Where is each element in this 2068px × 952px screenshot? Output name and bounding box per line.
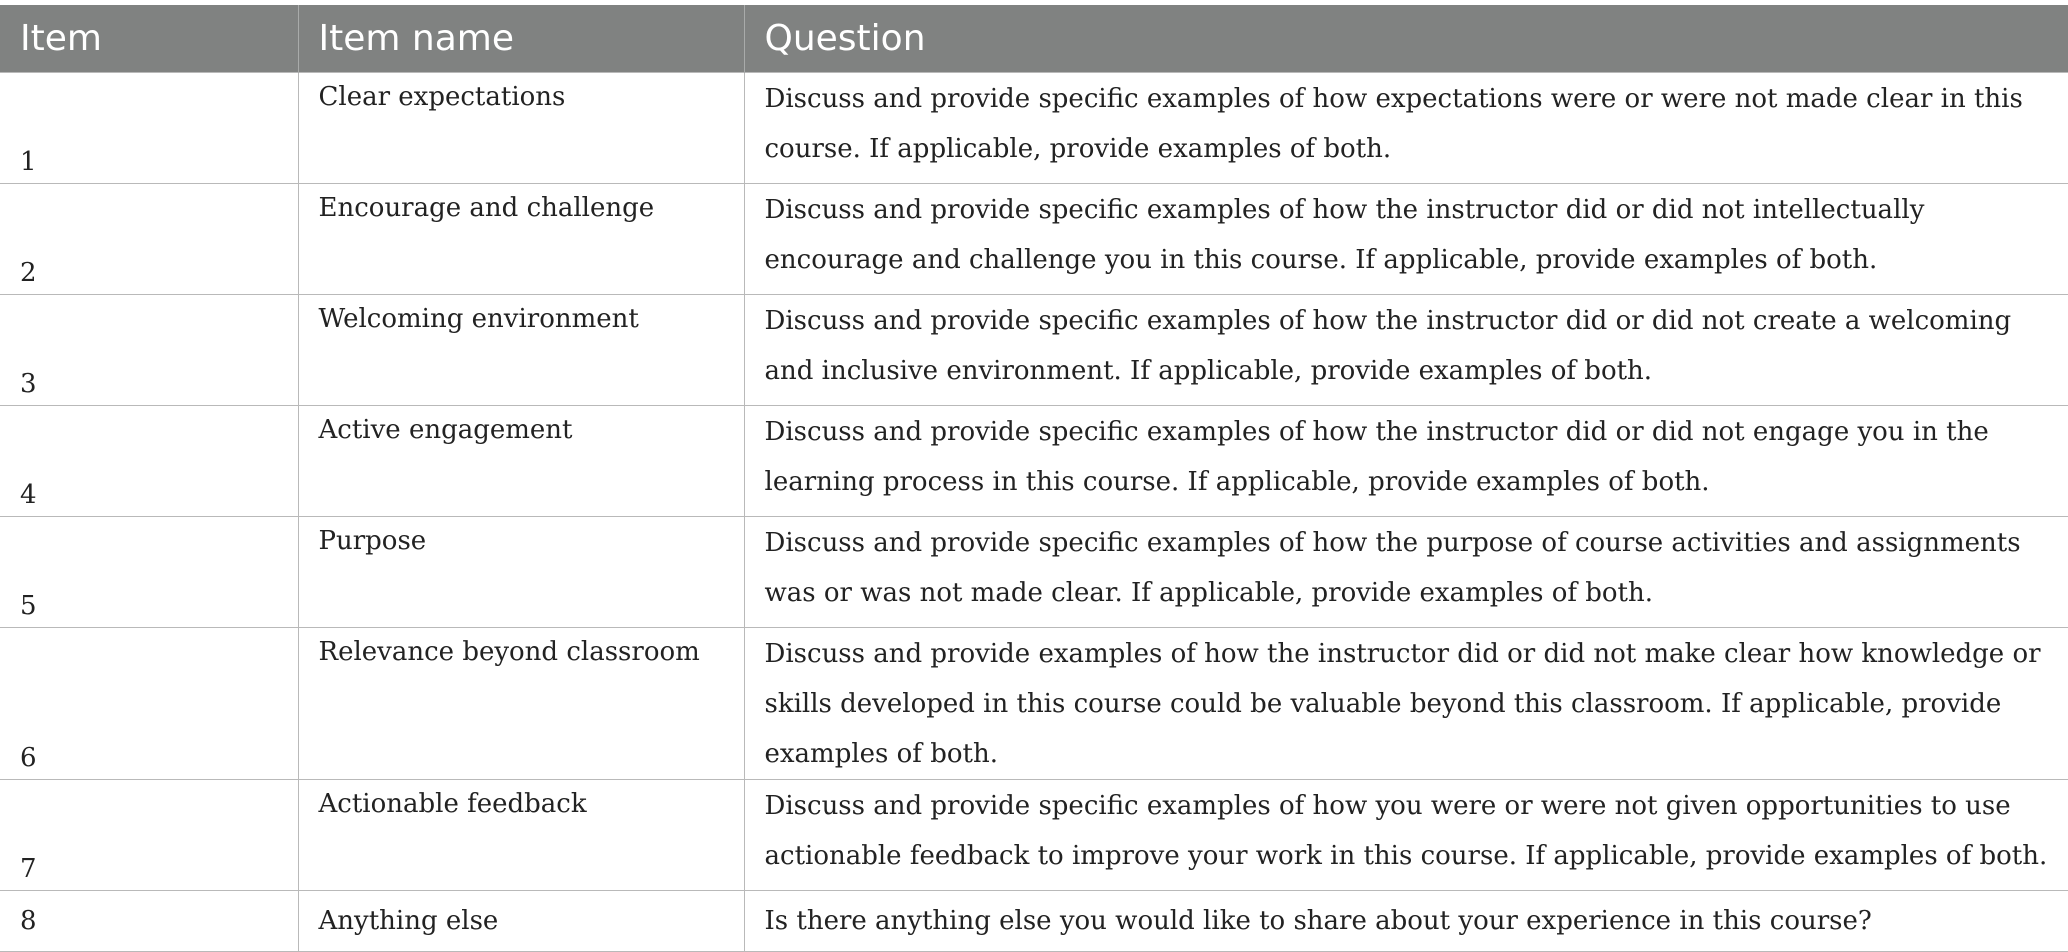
table-row: [0, 627, 2068, 779]
item-number: 1: [0, 72, 298, 183]
item-question: Discuss and provide specific examples of how the instructor did or did not engage you in the learning process in this course. If applicable, provide examples of both.: [744, 405, 2068, 516]
item-number: 4: [0, 405, 298, 516]
item-name: Anything else: [298, 890, 744, 951]
item-number: 5: [0, 516, 298, 627]
table-row: [0, 294, 2068, 405]
item-question: Is there anything else you would like to share about your experience in this course?: [744, 890, 2068, 951]
table-row: [0, 183, 2068, 294]
item-question: Discuss and provide specific examples of how you were or were not given opportunities to use actionable feedback to improve your work in this course. If applicable, provide examples of both.: [744, 779, 2068, 890]
column-header-item-name: Item name: [298, 5, 744, 72]
table-header: [0, 5, 2068, 72]
item-question: Discuss and provide examples of how the instructor did or did not make clear how knowledge or skills developed in this course could be valuable beyond this classroom. If applicable, provide examples of both.: [744, 627, 2068, 779]
table-body: [0, 72, 2068, 951]
item-number: 8: [0, 890, 298, 951]
item-number: 2: [0, 183, 298, 294]
item-question: Discuss and provide specific examples of how expectations were or were not made clear in this course. If applicable, provide examples of both.: [744, 72, 2068, 183]
item-question: Discuss and provide specific examples of how the instructor did or did not create a welcoming and inclusive environment. If applicable, provide examples of both.: [744, 294, 2068, 405]
item-number: 3: [0, 294, 298, 405]
table-row: [0, 779, 2068, 890]
questions-table: [0, 5, 2068, 952]
item-number: 7: [0, 779, 298, 890]
column-header-question: Question: [744, 5, 2068, 72]
table-row: [0, 890, 2068, 951]
item-name: Welcoming environment: [298, 294, 744, 405]
item-name: Purpose: [298, 516, 744, 627]
item-name: Actionable feedback: [298, 779, 744, 890]
item-question: Discuss and provide specific examples of how the purpose of course activities and assignments was or was not made clear. If applicable, provide examples of both.: [744, 516, 2068, 627]
table-row: [0, 72, 2068, 183]
item-name: Relevance beyond classroom: [298, 627, 744, 779]
item-question: Discuss and provide specific examples of how the instructor did or did not intellectually encourage and challenge you in this course. If applicable, provide examples of both.: [744, 183, 2068, 294]
item-name: Clear expectations: [298, 72, 744, 183]
column-header-item: Item: [0, 5, 298, 72]
questions-table-container: [0, 5, 2068, 952]
item-number: 6: [0, 627, 298, 779]
table-row: [0, 405, 2068, 516]
header-row: [0, 5, 2068, 72]
table-row: [0, 516, 2068, 627]
item-name: Encourage and challenge: [298, 183, 744, 294]
item-name: Active engagement: [298, 405, 744, 516]
